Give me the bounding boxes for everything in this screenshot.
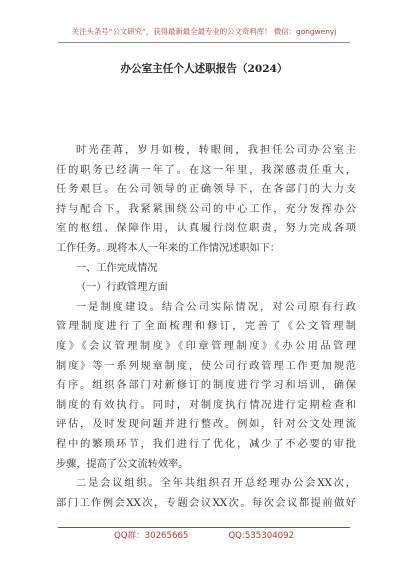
document-title: 办公室主任个人述职报告（2024） bbox=[120, 63, 288, 75]
header-promo-note: 关注头条号“公文研究”，获得最新最全最专业的公文资料库！ 微信：gongwenyj bbox=[71, 27, 337, 36]
paragraph-line: 制度的有效执行。同时，对制度执行情况进行定期检查和 bbox=[56, 399, 356, 411]
paragraph-line: 部门工作例会XX次，专题会议XX次。每次会议都提前做好 bbox=[56, 497, 356, 509]
footer-divider bbox=[58, 527, 350, 528]
section-heading: 一、工作完成情况 bbox=[76, 262, 158, 274]
paragraph-line: 持与配合下，我紧紧围绕公司的中心工作，充分发挥办公 bbox=[56, 203, 356, 215]
paragraph-line: 评估，及时发现问题并进行整改。例如，针对公文处理流 bbox=[56, 419, 356, 431]
paragraph-line: 室的枢纽、保障作用，认真履行岗位职责，努力完成各项 bbox=[56, 223, 356, 235]
paragraph-line: 管理制度进行了全面梳理和修订，完善了《公文管理制 bbox=[56, 321, 356, 333]
footer-contact bbox=[0, 530, 408, 542]
paragraph-line: 制度》等一系列规章制度，使公司行政管理工作更加规范 bbox=[56, 360, 356, 372]
paragraph-line: 工作任务。现将本人一年来的工作情况述职如下： bbox=[56, 242, 281, 254]
paragraph-line: 任务艰巨。在公司领导的正确领导下，在各部门的大力支 bbox=[56, 184, 356, 196]
footer-qq-number: QQ:535304092 bbox=[228, 531, 295, 541]
paragraph-line: 一是制度建设。结合公司实际情况，对公司原有行政 bbox=[76, 301, 356, 313]
header-divider bbox=[58, 42, 350, 43]
paragraph-line: 步骤，提高了公文流转效率。 bbox=[56, 458, 189, 470]
footer-qq-group: QQ群：30265665 bbox=[113, 531, 189, 541]
subsection-heading: （一）行政管理方面 bbox=[76, 282, 168, 294]
paragraph-line: 度》《会议管理制度》《印章管理制度》《办公用品管理 bbox=[56, 340, 356, 352]
paragraph-line: 有序。组织各部门对新修订的制度进行学习和培训，确保 bbox=[56, 380, 356, 392]
paragraph-line: 程中的繁琐环节，我们进行了优化，减少了不必要的审批 bbox=[56, 438, 356, 450]
paragraph-line: 任的职务已经满一年了。在这一年里，我深感责任重大， bbox=[56, 164, 356, 176]
paragraph-line: 二是会议组织。全年共组织召开总经理办公会XX次， bbox=[76, 478, 356, 490]
paragraph-line: 时光荏苒，岁月如梭，转眼间，我担任公司办公室主 bbox=[76, 145, 356, 156]
document-body bbox=[56, 141, 356, 513]
